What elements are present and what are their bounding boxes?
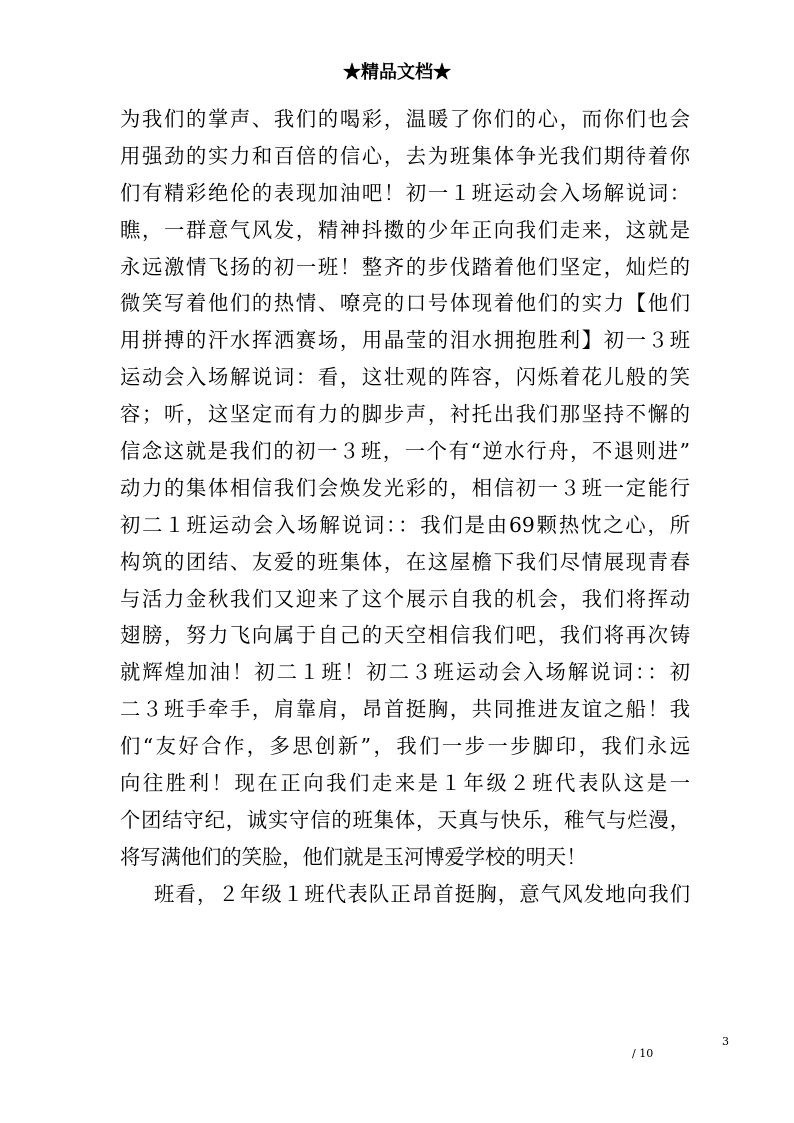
body-line: 个团结守纪，诚实守信的班集体，天真与快乐，稚气与烂漫， <box>120 807 690 832</box>
body-line: 动力的集体相信我们会焕发光彩的，相信初一３班一定能行 <box>120 475 690 500</box>
body-line: 与活力金秋我们又迎来了这个展示自我的机会，我们将挥动 <box>120 586 690 611</box>
body-line: 就辉煌加油！初二１班！初二３班运动会入场解说词：：初 <box>120 660 690 685</box>
body-line: 用强劲的实力和百倍的信心，去为班集体争光我们期待着你 <box>120 143 690 168</box>
page-number: 3 <box>722 1035 729 1048</box>
body-line: 们有精彩绝伦的表现加油吧！初一１班运动会入场解说词： <box>120 180 690 205</box>
body-line: 容；听，这坚定而有力的脚步声，衬托出我们那坚持不懈的 <box>120 402 690 427</box>
body-line: 微笑写着他们的热情、嘹亮的口号体现着他们的实力【他们 <box>120 291 690 316</box>
body-line: 们“友好合作，多思创新”，我们一步一步脚印，我们永远 <box>120 734 690 759</box>
body-line: 将写满他们的笑脸，他们就是玉河博爱学校的明天！ <box>120 844 587 869</box>
paragraph-start-line: 班看，２年级１班代表队正昂首挺胸，意气风发地向我们 <box>154 881 690 906</box>
page-header-title: ★精品文档★ <box>343 62 451 83</box>
body-line: 信念这就是我们的初一３班，一个有“逆水行舟，不退则进” <box>120 439 690 464</box>
body-line: 瞧，一群意气风发，精神抖擞的少年正向我们走来，这就是 <box>120 217 690 242</box>
body-line: 为我们的掌声、我们的喝彩，温暖了你们的心，而你们也会 <box>120 107 690 131</box>
body-line: 向往胜利！现在正向我们走来是１年级２班代表队这是一 <box>120 771 690 796</box>
body-line: 初二１班运动会入场解说词：：我们是由69颗热忱之心，所 <box>120 512 690 537</box>
document-body <box>120 101 690 913</box>
body-line: 二３班手牵手，肩靠肩，昂首挺胸，共同推进友谊之船！我 <box>120 697 690 722</box>
body-line: 运动会入场解说词：看，这壮观的阵容，闪烁着花儿般的笑 <box>120 365 690 390</box>
page-total: / 10 <box>632 1047 654 1060</box>
body-line: 构筑的团结、友爱的班集体，在这屋檐下我们尽情展现青春 <box>120 549 690 574</box>
body-line: 永远激情飞扬的初一班！整齐的步伐踏着他们坚定，灿烂的 <box>120 254 690 279</box>
body-line: 用拼搏的汗水挥洒赛场，用晶莹的泪水拥抱胜利】初一３班 <box>120 328 690 353</box>
body-line: 翅膀，努力飞向属于自己的天空相信我们吧，我们将再次铸 <box>120 623 690 648</box>
